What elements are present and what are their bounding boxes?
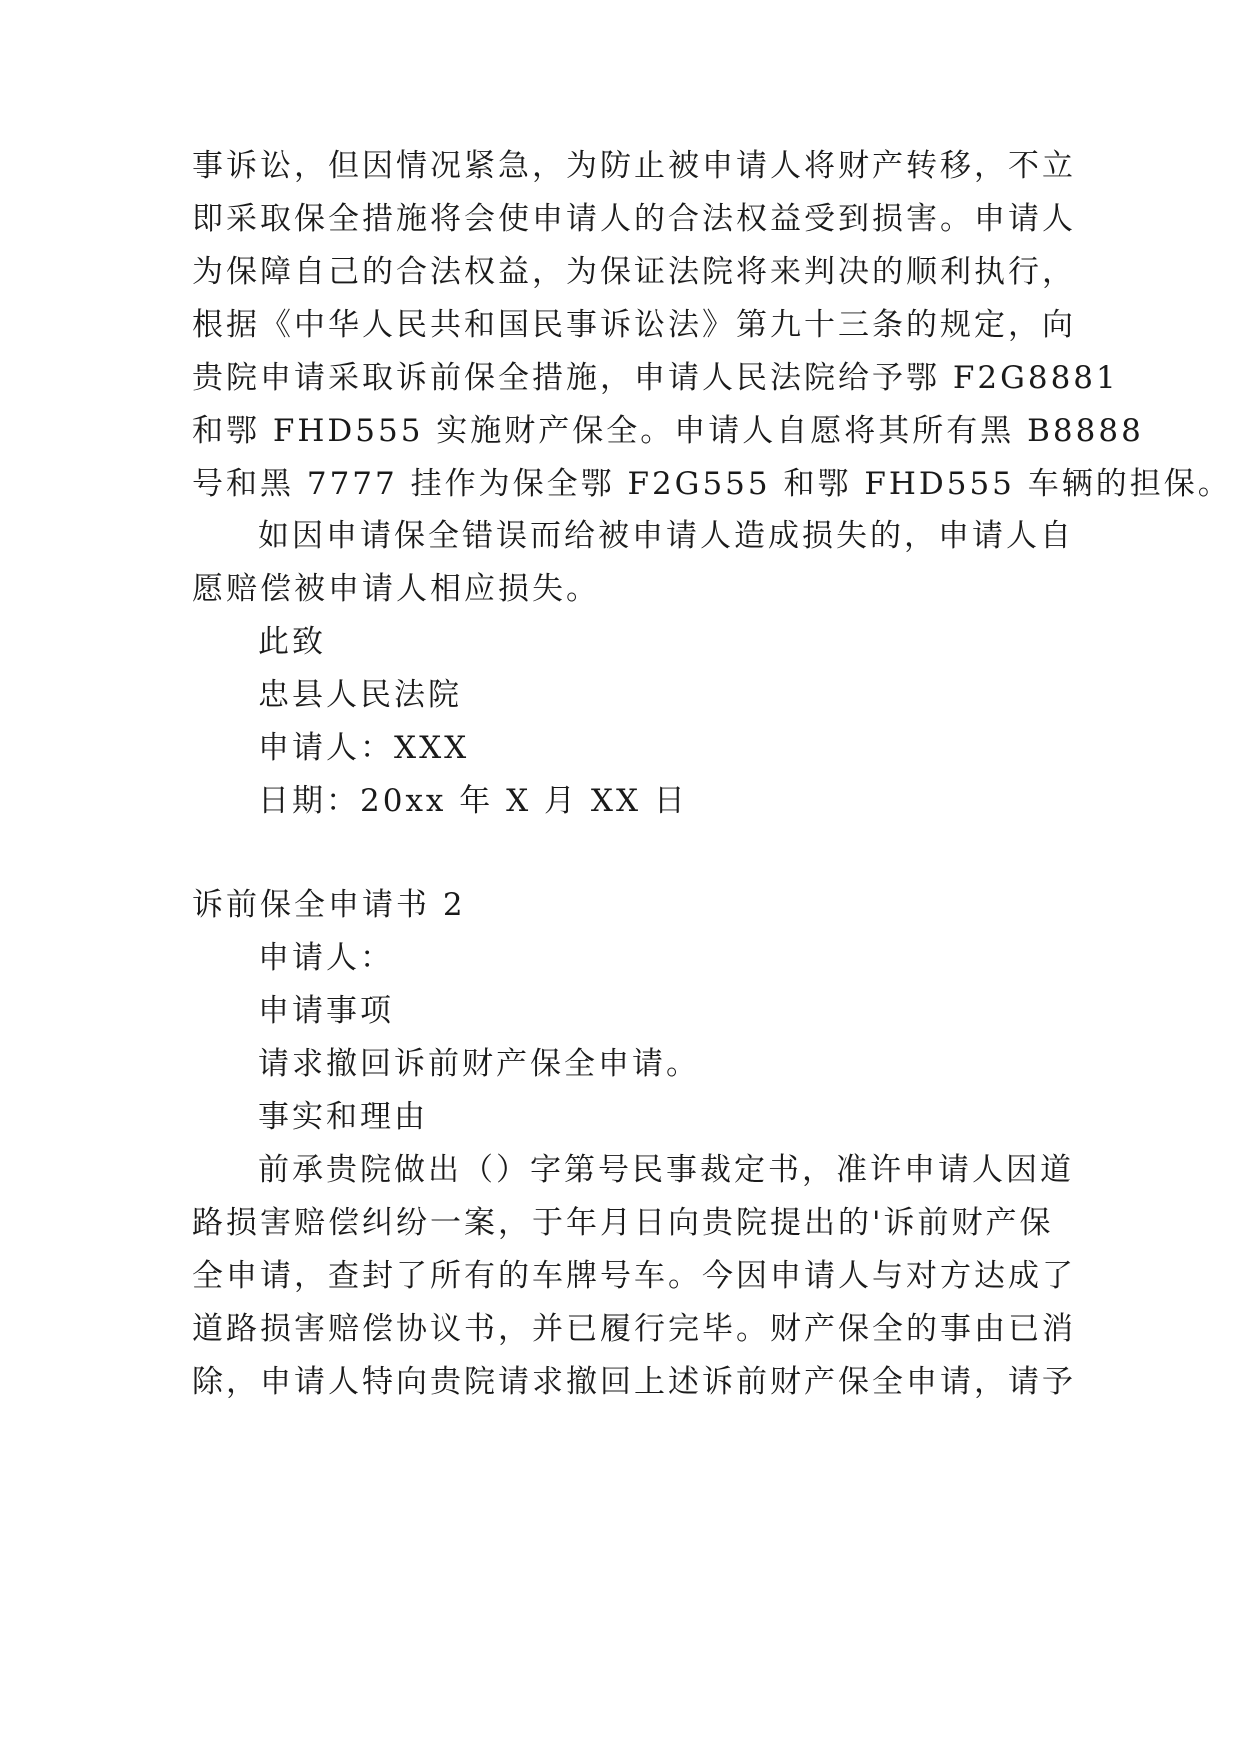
body-text-line: 全申请，查封了所有的车牌号车。今因申请人与对方达成了	[192, 1258, 1076, 1294]
matters-heading: 申请事项	[258, 993, 394, 1029]
body-text-line: 事诉讼，但因情况紧急，为防止被申请人将财产转移，不立	[192, 148, 1076, 184]
body-text-line: 愿赔偿被申请人相应损失。	[192, 571, 600, 607]
applicant-label: 申请人：	[258, 940, 394, 976]
court-name: 忠县人民法院	[258, 677, 462, 713]
salutation: 此致	[258, 624, 326, 660]
facts-heading: 事实和理由	[258, 1099, 428, 1135]
body-text-line: 除，申请人特向贵院请求撤回上述诉前财产保全申请，请予	[192, 1364, 1076, 1400]
body-text-line: 为保障自己的合法权益，为保证法院将来判决的顺利执行，	[192, 254, 1076, 290]
body-text-line: 号和黑 7777 挂作为保全鄂 F2G555 和鄂 FHD555 车辆的担保。	[192, 466, 1232, 502]
body-text-line: 路损害赔偿纠纷一案，于年月日向贵院提出的'诉前财产保	[192, 1205, 1054, 1241]
body-text-line: 和鄂 FHD555 实施财产保全。申请人自愿将其所有黑 B8888	[192, 413, 1144, 449]
matters-text: 请求撤回诉前财产保全申请。	[258, 1046, 700, 1082]
body-text-line: 前承贵院做出（）字第号民事裁定书，准许申请人因道	[258, 1152, 1074, 1188]
section-title: 诉前保全申请书 2	[192, 887, 466, 923]
body-text-line: 根据《中华人民共和国民事诉讼法》第九十三条的规定，向	[192, 307, 1076, 343]
body-text-line: 如因申请保全错误而给被申请人造成损失的，申请人自	[258, 518, 1074, 554]
body-text-line: 即采取保全措施将会使申请人的合法权益受到损害。申请人	[192, 201, 1076, 237]
body-text-line: 贵院申请采取诉前保全措施，申请人民法院给予鄂 F2G8881	[192, 360, 1119, 396]
document-date: 日期：20xx 年 X 月 XX 日	[258, 783, 688, 819]
body-text-line: 道路损害赔偿协议书，并已履行完毕。财产保全的事由已消	[192, 1311, 1076, 1347]
applicant-signature: 申请人：XXX	[258, 730, 470, 766]
